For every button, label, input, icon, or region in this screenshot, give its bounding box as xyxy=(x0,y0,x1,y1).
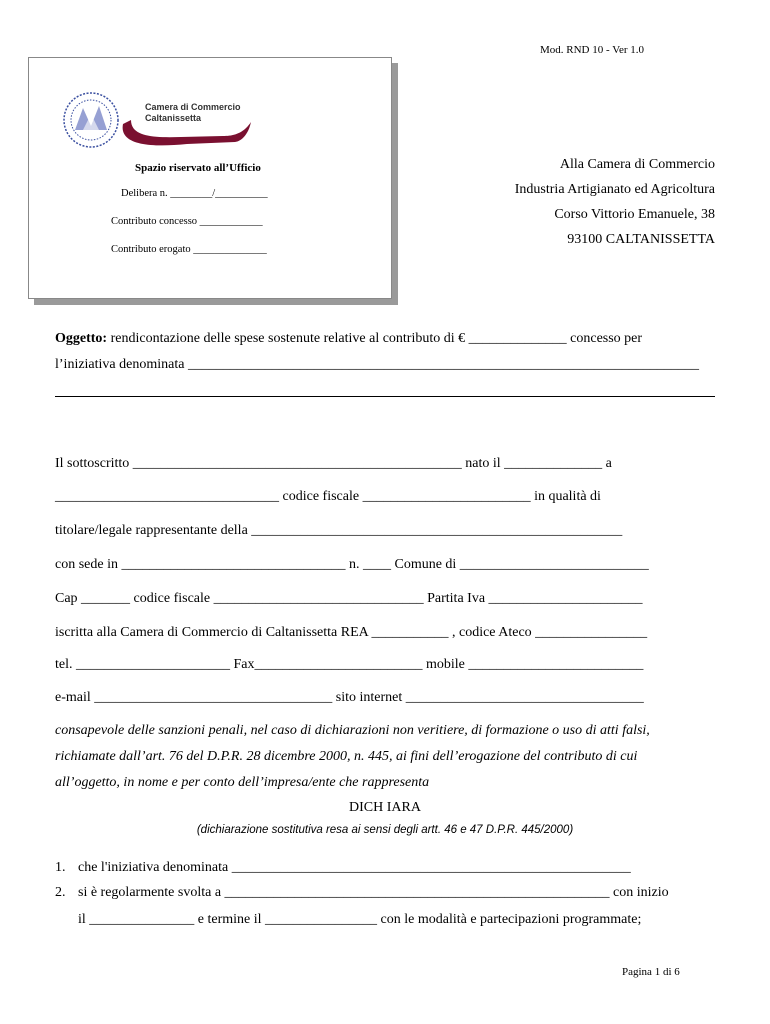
recipient-line-1: Alla Camera di Commercio xyxy=(559,157,715,172)
form-line-sede[interactable]: con sede in ________________________________ n. ____ Comune di ___________________________ xyxy=(55,557,649,572)
recipient-line-3: Corso Vittorio Emanuele, 38 xyxy=(554,207,715,222)
item-1-text[interactable]: che l'iniziativa denominata _________________________________________________________ xyxy=(78,860,631,875)
contributo-concesso-field: Contributo concesso ____________ xyxy=(111,216,263,227)
office-reserved-box xyxy=(28,57,392,299)
logo-line-2: Caltanissetta xyxy=(145,113,202,123)
form-line-titolare[interactable]: titolare/legale rappresentante della _____________________________________________________ xyxy=(55,523,623,538)
item-2-number: 2. xyxy=(55,885,66,900)
office-box-title: Spazio riservato all’Ufficio xyxy=(135,162,261,174)
item-2-continuation[interactable]: il _______________ e termine il ________________ con le modalità e partecipazioni programmate; xyxy=(78,912,642,927)
form-line-codice-fiscale[interactable]: ________________________________ codice fiscale ________________________ in qualità di xyxy=(55,489,601,504)
form-line-email[interactable]: e-mail __________________________________ sito internet __________________________________ xyxy=(55,690,644,705)
subject-line-1 xyxy=(55,331,642,347)
subject-line-2: l’iniziativa denominata _________________________________________________________________________ xyxy=(55,357,699,372)
recipient-line-4: 93100 CALTANISSETTA xyxy=(567,232,715,247)
item-1-number: 1. xyxy=(55,860,66,875)
declaration-title: DICH IARA xyxy=(349,800,421,815)
chamber-logo-icon xyxy=(61,90,121,150)
form-line-rea[interactable]: iscritta alla Camera di Commercio di Caltanissetta REA ___________ , codice Ateco ________________ xyxy=(55,625,648,640)
page-number: Pagina 1 di 6 xyxy=(622,966,680,978)
subject-blank-line[interactable] xyxy=(55,396,715,397)
subject-text: rendicontazione delle spese sostenute relative al contributo di € ______________ concesso per xyxy=(107,331,643,346)
declaration-subtitle: (dichiarazione sostitutiva resa ai sensi degli artt. 46 e 47 D.P.R. 445/2000) xyxy=(196,824,574,836)
item-2-text[interactable]: si è regolarmente svolta a _______________________________________________________ con inizio xyxy=(78,885,669,900)
subject-label: Oggetto: xyxy=(55,331,108,346)
declaration-line-1: consapevole delle sanzioni penali, nel caso di dichiarazioni non veritiere, di formazione o uso di atti falsi, xyxy=(55,723,650,738)
delibera-field: Delibera n. ________/__________ xyxy=(121,188,268,199)
form-line-sottoscritto[interactable]: Il sottoscritto _______________________________________________ nato il ______________ a xyxy=(55,456,612,471)
logo-swoosh-icon xyxy=(117,114,252,154)
declaration-line-2: richiamate dall’art. 76 del D.P.R. 28 dicembre 2000, n. 445, ai fini dell’erogazione del contributo di cui xyxy=(55,749,638,764)
recipient-address xyxy=(515,152,715,252)
form-line-cap[interactable]: Cap _______ codice fiscale ______________________________ Partita Iva ______________________ xyxy=(55,591,643,606)
form-line-tel[interactable]: tel. ______________________ Fax________________________ mobile _________________________ xyxy=(55,657,644,672)
declaration-line-3: all’oggetto, in nome e per conto dell’impresa/ente che rappresenta xyxy=(55,775,430,790)
contributo-erogato-field: Contributo erogato ______________ xyxy=(111,244,267,255)
recipient-line-2: Industria Artigianato ed Agricoltura xyxy=(514,182,715,197)
logo-line-1: Camera di Commercio xyxy=(145,102,241,112)
model-version: Mod. RND 10 - Ver 1.0 xyxy=(540,44,644,56)
